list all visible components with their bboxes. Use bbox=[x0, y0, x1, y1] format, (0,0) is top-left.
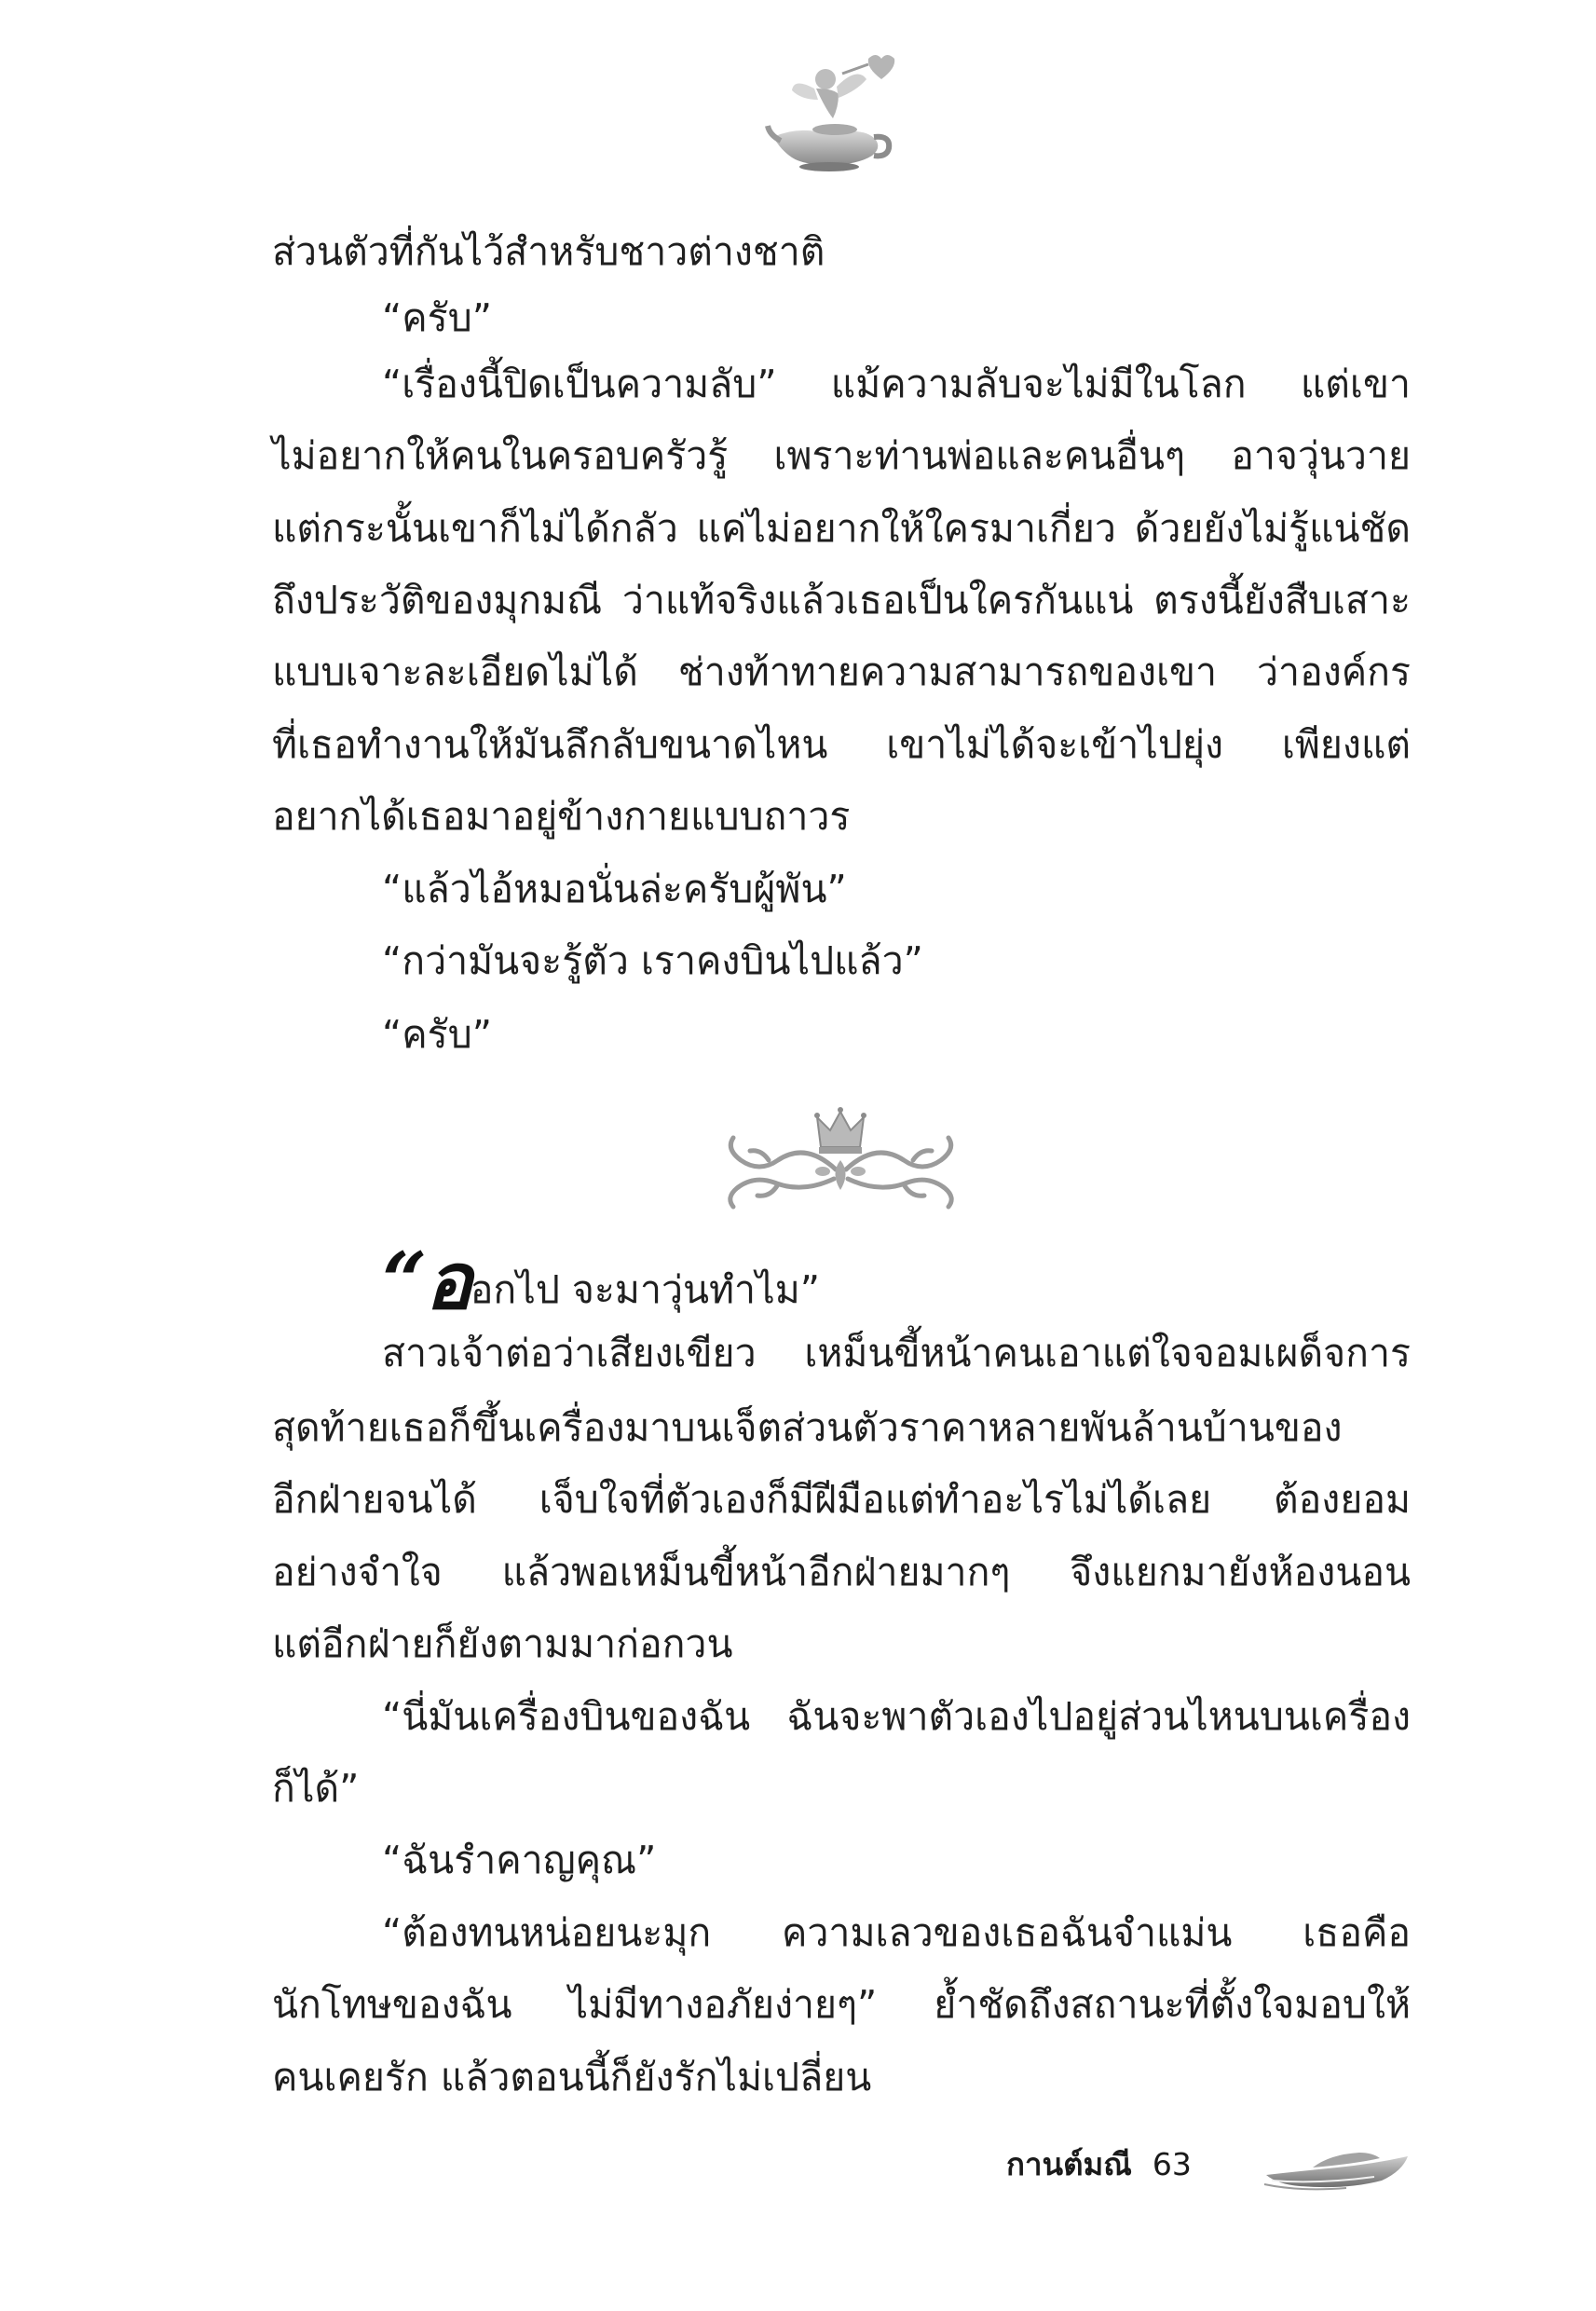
text-line: แต่อีกฝ่ายก็ยังตามมาก่อกวน bbox=[272, 1621, 733, 1666]
text-line: ที่เธอทำงานให้มันลึกลับขนาดไหน เขาไม่ได้จะเข้าไปยุ่ง เพียงแต่ bbox=[272, 722, 1411, 767]
chapter-opening-line bbox=[382, 1235, 1411, 1327]
crown-flourish-divider-icon bbox=[713, 1104, 969, 1216]
text-line: แต่กระนั้นเขาก็ไม่ได้กลัว แค่ไม่อยากให้ใครมาเกี่ยว ด้วยยังไม่รู้แน่ชัด bbox=[272, 506, 1411, 551]
text-line: คนเคยรัก แล้วตอนนี้ก็ยังรักไม่เปลี่ยน bbox=[272, 2055, 872, 2099]
text-line: “แล้วไอ้หมอนั่นล่ะครับผู้พัน” bbox=[382, 867, 847, 911]
cupid-teapot-ornament-icon bbox=[764, 51, 904, 182]
text-line: “กว่ามันจะรู้ตัว เราคงบินไปแล้ว” bbox=[382, 938, 923, 983]
text-line: แบบเจาะละเอียดไม่ได้ ช่างท้าทายความสามารถของเขา ว่าองค์กร bbox=[272, 650, 1411, 694]
text-line: อย่างจำใจ แล้วพอเหม็นขี้หน้าอีกฝ่ายมากๆ จึงแยกมายังห้องนอน bbox=[272, 1550, 1411, 1594]
book-title: กานต์มณี bbox=[1006, 2146, 1132, 2182]
text-line: “ต้องทนหน่อยนะมุก ความเลวของเธอฉันจำแม่น เธอคือ bbox=[382, 1910, 1411, 1955]
text-line: “นี่มันเครื่องบินของฉัน ฉันจะพาตัวเองไปอยู่ส่วนไหนบนเครื่อง bbox=[382, 1694, 1411, 1739]
text-line: ไม่อยากให้คนในครอบครัวรู้ เพราะท่านพ่อและคนอื่นๆ อาจวุ่นวาย bbox=[272, 433, 1411, 478]
text-line: สุดท้ายเธอก็ขึ้นเครื่องมาบนเจ็ตส่วนตัวราคาหลายพันล้านบ้านของ bbox=[272, 1405, 1343, 1450]
page-footer bbox=[1006, 2137, 1192, 2193]
boat-icon bbox=[1262, 2143, 1412, 2192]
text-line: ก็ได้” bbox=[272, 1766, 360, 1811]
text-line: “ครับ” bbox=[382, 1012, 492, 1057]
text-line: “ครับ” bbox=[382, 295, 492, 340]
text-line: อยากได้เธอมาอยู่ข้างกายแบบถาวร bbox=[272, 794, 851, 839]
drop-cap: “อ bbox=[382, 1235, 471, 1327]
page-number: 63 bbox=[1152, 2146, 1192, 2182]
text-line: ถึงประวัติของมุกมณี ว่าแท้จริงแล้วเธอเป็นใครกันแน่ ตรงนี้ยังสืบเสาะ bbox=[272, 578, 1411, 622]
text-line: ส่วนตัวที่กันไว้สำหรับชาวต่างชาติ bbox=[272, 229, 825, 274]
text-line: สาวเจ้าต่อว่าเสียงเขียว เหม็นขี้หน้าคนเอาแต่ใจจอมเผด็จการ bbox=[382, 1331, 1411, 1375]
text-line: “เรื่องนี้ปิดเป็นความลับ” แม้ความลับจะไม่มีในโลก แต่เขา bbox=[382, 362, 1411, 406]
text-line: นักโทษของฉัน ไม่มีทางอภัยง่ายๆ” ย้ำชัดถึงสถานะที่ตั้งใจมอบให้ bbox=[272, 1982, 1411, 2027]
text-line: อีกฝ่ายจนได้ เจ็บใจที่ตัวเองก็มีฝีมือแต่ทำอะไรไม่ได้เลย ต้องยอม bbox=[272, 1477, 1411, 1522]
text-line: “ฉันรำคาญคุณ” bbox=[382, 1838, 657, 1882]
drop-cap-rest: อกไป จะมาวุ่นทำไม” bbox=[470, 1267, 820, 1312]
